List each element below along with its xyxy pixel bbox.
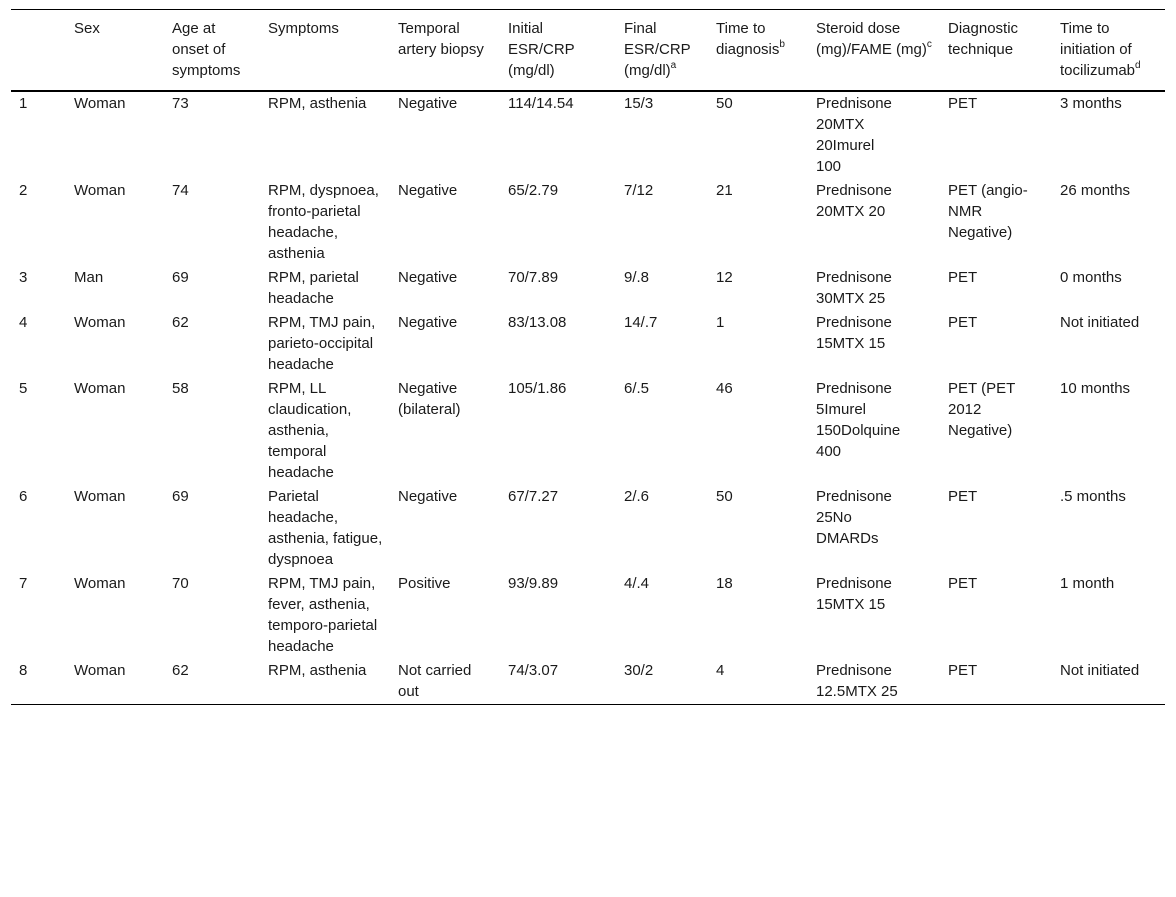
table-row [11, 377, 1165, 485]
cell-time-dx: 12 [716, 269, 733, 286]
cell-id: 5 [19, 380, 28, 397]
cell-biopsy: Negative [398, 269, 458, 286]
cell-technique: PET [948, 314, 978, 331]
cell-age: 62 [172, 314, 189, 331]
cell-id: 3 [19, 269, 28, 286]
cell-technique: PET [948, 488, 978, 505]
cell-line: Prednisone [816, 269, 892, 286]
cell-symptoms: RPM, parietal headache [268, 269, 359, 307]
cell-initial: 74/3.07 [508, 662, 559, 679]
cell-line: 150Dolquine [816, 422, 901, 439]
cell-age: 62 [172, 662, 189, 679]
cell-time-dx: 46 [716, 380, 733, 397]
cell-toci: 3 months [1060, 95, 1122, 112]
footnote-marker: b [779, 39, 785, 50]
cell-final: 30/2 [624, 662, 654, 679]
column-header-id [11, 10, 66, 92]
cell-final: 15/3 [624, 95, 654, 112]
column-header-label: Final ESR/CRP (mg/dl) [624, 20, 691, 79]
cell-sex: Woman [74, 662, 126, 679]
cell-sex: Woman [74, 380, 126, 397]
cell-line: 5Imurel [816, 401, 867, 418]
cell-final: 14/.7 [624, 314, 658, 331]
cell-time-dx: 50 [716, 488, 733, 505]
cell-symptoms: RPM, asthenia [268, 95, 367, 112]
table-row [11, 91, 1165, 179]
column-header-final [616, 10, 708, 92]
cell-line: 20MTX 20 [816, 203, 886, 220]
cell-sex: Man [74, 269, 104, 286]
column-header-technique [940, 10, 1052, 92]
cell-sex: Woman [74, 575, 126, 592]
column-header-label: Age at onset of symptoms [172, 20, 241, 79]
column-header-label: Time to initiation of tocilizumab [1060, 20, 1136, 79]
cell-steroid [808, 266, 940, 311]
column-header-label: Symptoms [268, 20, 339, 37]
cell-biopsy: Negative [398, 95, 458, 112]
cell-line: Prednisone [816, 488, 892, 505]
cell-final: 9/.8 [624, 269, 650, 286]
cell-technique: PET (PET 2012 Negative) [948, 380, 1015, 439]
column-header-toci [1052, 10, 1165, 92]
cell-biopsy: Positive [398, 575, 451, 592]
cell-biopsy: Not carried out [398, 662, 472, 700]
cell-initial: 70/7.89 [508, 269, 559, 286]
header-row [11, 10, 1165, 92]
cell-id: 6 [19, 488, 28, 505]
cell-line: Prednisone [816, 182, 892, 199]
column-header-label: Time to diagnosis [716, 20, 780, 58]
cell-id: 4 [19, 314, 28, 331]
cell-line: Prednisone [816, 314, 892, 331]
cell-line: 100 [816, 158, 842, 175]
column-header-label: Initial ESR/CRP (mg/dl) [508, 20, 575, 79]
cell-line: 15MTX 15 [816, 335, 886, 352]
cell-line: 12.5MTX 25 [816, 683, 898, 700]
cell-time-dx: 4 [716, 662, 725, 679]
column-header-label: Sex [74, 20, 100, 37]
cell-steroid [808, 572, 940, 659]
cell-biopsy: Negative (bilateral) [398, 380, 461, 418]
cell-id: 1 [19, 95, 28, 112]
column-header-steroid [808, 10, 940, 92]
cell-final: 7/12 [624, 182, 654, 199]
cell-line: 30MTX 25 [816, 290, 886, 307]
cell-time-dx: 50 [716, 95, 733, 112]
table-row [11, 485, 1165, 572]
cell-age: 73 [172, 95, 189, 112]
table-row [11, 266, 1165, 311]
column-header-label: Diagnostic technique [948, 20, 1019, 58]
cell-age: 74 [172, 182, 189, 199]
cell-id: 2 [19, 182, 28, 199]
table-body [11, 91, 1165, 705]
table-row [11, 572, 1165, 659]
table-header [11, 10, 1165, 92]
cell-toci: .5 months [1060, 488, 1126, 505]
cell-id: 7 [19, 575, 28, 592]
cell-technique: PET [948, 575, 978, 592]
cell-age: 69 [172, 269, 189, 286]
cell-initial: 93/9.89 [508, 575, 559, 592]
cell-symptoms: RPM, TMJ pain, parieto-occipital headache [268, 314, 376, 373]
patient-characteristics-table [11, 9, 1165, 705]
cell-time-dx: 1 [716, 314, 725, 331]
column-header-label: Steroid dose (mg)/FAME (mg) [816, 20, 927, 58]
cell-biopsy: Negative [398, 488, 458, 505]
cell-steroid [808, 377, 940, 485]
patient-table-container [11, 9, 1165, 705]
cell-line: DMARDs [816, 530, 879, 547]
cell-sex: Woman [74, 488, 126, 505]
cell-symptoms: RPM, TMJ pain, fever, asthenia, temporo-parietal headache [268, 575, 378, 655]
cell-technique: PET [948, 662, 978, 679]
table-row [11, 179, 1165, 266]
column-header-symptoms [260, 10, 390, 92]
cell-final: 2/.6 [624, 488, 650, 505]
column-header-initial [500, 10, 616, 92]
column-header-time-dx [708, 10, 808, 92]
cell-toci: 1 month [1060, 575, 1115, 592]
footnote-marker: a [670, 60, 677, 71]
cell-steroid [808, 659, 940, 705]
cell-initial: 67/7.27 [508, 488, 559, 505]
cell-symptoms: RPM, asthenia [268, 662, 367, 679]
column-header-biopsy [390, 10, 500, 92]
cell-symptoms: Parietal headache, asthenia, fatigue, dyspnoea [268, 488, 383, 568]
cell-initial: 65/2.79 [508, 182, 559, 199]
cell-initial: 114/14.54 [508, 95, 574, 112]
column-header-label: Temporal artery biopsy [398, 20, 484, 58]
cell-toci: 0 months [1060, 269, 1122, 286]
cell-line: 25No [816, 509, 852, 526]
cell-biopsy: Negative [398, 182, 458, 199]
cell-steroid [808, 311, 940, 377]
cell-line: Prednisone [816, 95, 892, 112]
column-header-age [164, 10, 260, 92]
cell-technique: PET (angio-NMR Negative) [948, 182, 1028, 241]
cell-toci: Not initiated [1060, 662, 1140, 679]
cell-toci: 10 months [1060, 380, 1131, 397]
cell-line: 20MTX [816, 116, 865, 133]
cell-time-dx: 18 [716, 575, 733, 592]
cell-line: 400 [816, 443, 842, 460]
cell-initial: 105/1.86 [508, 380, 567, 397]
cell-toci: Not initiated [1060, 314, 1140, 331]
cell-time-dx: 21 [716, 182, 733, 199]
cell-line: Prednisone [816, 575, 892, 592]
cell-age: 69 [172, 488, 189, 505]
cell-line: Prednisone [816, 662, 892, 679]
cell-toci: 26 months [1060, 182, 1131, 199]
cell-technique: PET [948, 95, 978, 112]
cell-line: 15MTX 15 [816, 596, 886, 613]
cell-final: 6/.5 [624, 380, 650, 397]
cell-steroid [808, 179, 940, 266]
cell-sex: Woman [74, 314, 126, 331]
table-row [11, 659, 1165, 705]
table-row [11, 311, 1165, 377]
cell-steroid [808, 485, 940, 572]
cell-biopsy: Negative [398, 314, 458, 331]
cell-sex: Woman [74, 95, 126, 112]
column-header-sex [66, 10, 164, 92]
cell-final: 4/.4 [624, 575, 650, 592]
cell-line: Prednisone [816, 380, 892, 397]
cell-age: 70 [172, 575, 189, 592]
footnote-marker: d [1135, 60, 1141, 71]
cell-line: 20Imurel [816, 137, 875, 154]
cell-age: 58 [172, 380, 189, 397]
cell-steroid [808, 91, 940, 179]
cell-technique: PET [948, 269, 978, 286]
cell-sex: Woman [74, 182, 126, 199]
footnote-marker: c [926, 39, 932, 50]
cell-initial: 83/13.08 [508, 314, 567, 331]
cell-id: 8 [19, 662, 28, 679]
cell-symptoms: RPM, LL claudication, asthenia, temporal headache [268, 380, 352, 481]
cell-symptoms: RPM, dyspnoea, fronto-parietal headache, asthenia [268, 182, 379, 262]
